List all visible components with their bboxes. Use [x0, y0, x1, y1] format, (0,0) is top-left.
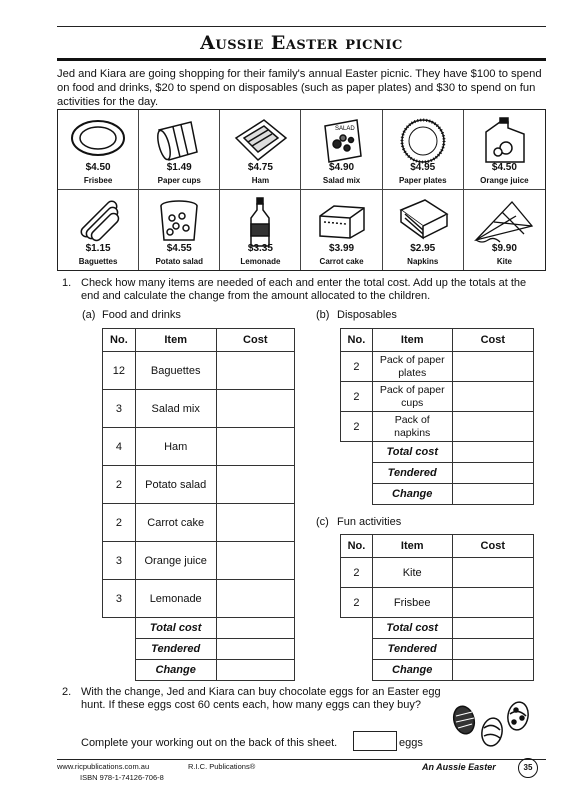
row-no: 2	[341, 412, 373, 442]
working-note: Complete your working out on the back of this sheet.	[81, 737, 338, 749]
total-cost-label: Total cost	[372, 442, 452, 463]
item-name: Paper plates	[398, 176, 447, 185]
shop-item	[301, 110, 382, 190]
item-name: Napkins	[407, 257, 439, 266]
top-rule	[57, 26, 546, 27]
col-item-header: Item	[372, 535, 452, 558]
tendered-label: Tendered	[372, 639, 452, 660]
cost-cell[interactable]	[452, 588, 533, 618]
title-rule	[57, 58, 546, 61]
lemonade-icon	[245, 196, 275, 248]
cost-cell[interactable]	[216, 542, 294, 580]
item-name: Frisbee	[83, 176, 113, 185]
row-item: Pack of napkins	[372, 412, 452, 442]
item-price: $1.15	[85, 243, 111, 254]
fun-label: Fun activities	[337, 516, 402, 528]
carrot-cake-icon	[314, 196, 370, 242]
item-price: $4.95	[410, 162, 436, 173]
food-label: Food and drinks	[102, 309, 181, 321]
col-no-header: No.	[341, 329, 373, 352]
cost-cell[interactable]	[216, 580, 294, 618]
question-2-text: With the change, Jed and Kiara can buy chocolate eggs for an Easter egg hunt. If these eggs cost 60 cents each, how many eggs can they buy?	[81, 686, 441, 711]
shop-item	[58, 190, 139, 270]
col-cost-header: Cost	[452, 535, 533, 558]
potato-salad-icon	[154, 196, 204, 246]
item-price: $3.35	[247, 243, 273, 254]
row-no: 2	[103, 504, 136, 542]
cost-cell[interactable]	[216, 428, 294, 466]
row-item: Pack of paper plates	[372, 352, 452, 382]
footer-website: www.ricpublications.com.au	[57, 762, 150, 771]
col-no-header: No.	[341, 535, 373, 558]
change-label: Change	[135, 660, 216, 681]
footer-isbn: ISBN 978-1-74126-706-8	[80, 773, 164, 782]
row-no: 3	[103, 542, 136, 580]
cost-cell[interactable]	[216, 352, 294, 390]
tendered-label: Tendered	[372, 463, 452, 484]
ham-icon	[230, 116, 290, 166]
kite-icon	[472, 196, 536, 246]
shop-item	[220, 190, 301, 270]
food-label-letter: (a)	[82, 309, 96, 321]
item-name: Paper cups	[157, 176, 201, 185]
total-cost-label: Total cost	[372, 618, 452, 639]
row-item: Kite	[372, 558, 452, 588]
shop-item	[139, 190, 220, 270]
question-1-text: Check how many items are needed of each and enter the total cost. Add up the totals at the end and calculate the change from the amount allocated to the children.	[81, 277, 527, 302]
cost-cell[interactable]	[452, 558, 533, 588]
row-no: 2	[341, 352, 373, 382]
orange-juice-icon	[476, 116, 532, 166]
row-item: Frisbee	[372, 588, 452, 618]
cost-cell[interactable]	[216, 390, 294, 428]
row-item: Baguettes	[135, 352, 216, 390]
shop-item	[58, 110, 139, 190]
question-2-number: 2.	[62, 686, 72, 698]
total-cost-label: Total cost	[135, 618, 216, 639]
total-cost-cell[interactable]	[216, 618, 294, 639]
easter-eggs-icon	[448, 692, 538, 764]
item-price: $4.50	[85, 162, 111, 173]
shop-item	[383, 190, 464, 270]
col-cost-header: Cost	[216, 329, 294, 352]
shop-item	[464, 110, 545, 190]
intro-text: Jed and Kiara are going shopping for their family's annual Easter picnic. They have $100 to spend on food and drinks, $20 to spend on disposables (such as paper plates) and $30 to spend on fun activities for the day.	[57, 68, 542, 108]
row-no: 2	[341, 382, 373, 412]
shop-grid	[57, 109, 546, 271]
row-no: 2	[341, 558, 373, 588]
page-number: 35	[518, 758, 538, 778]
row-no: 4	[103, 428, 136, 466]
row-item: Potato salad	[135, 466, 216, 504]
paper-cups-icon	[151, 116, 207, 164]
eggs-unit: eggs	[399, 737, 423, 749]
item-name: Ham	[251, 176, 270, 185]
shop-item	[301, 190, 382, 270]
row-item: Lemonade	[135, 580, 216, 618]
cost-cell[interactable]	[216, 466, 294, 504]
item-price: $2.95	[410, 243, 436, 254]
shop-item	[464, 190, 545, 270]
row-item: Orange juice	[135, 542, 216, 580]
total-cost-cell[interactable]	[452, 618, 533, 639]
row-no: 12	[103, 352, 136, 390]
tendered-label: Tendered	[135, 639, 216, 660]
cost-cell[interactable]	[452, 352, 533, 382]
change-cell[interactable]	[216, 660, 294, 681]
item-name: Potato salad	[155, 257, 204, 266]
tendered-cell[interactable]	[216, 639, 294, 660]
footer-publisher: R.I.C. Publications®	[188, 762, 256, 771]
row-no: 2	[341, 588, 373, 618]
item-name: Orange juice	[480, 176, 529, 185]
napkins-icon	[395, 196, 451, 244]
item-price: $4.50	[491, 162, 517, 173]
item-price: $4.55	[166, 243, 192, 254]
cost-cell[interactable]	[452, 382, 533, 412]
row-item: Pack of paper cups	[372, 382, 452, 412]
cost-cell[interactable]	[216, 504, 294, 542]
item-price: $9.90	[491, 243, 517, 254]
fun-label-letter: (c)	[316, 516, 329, 528]
disposables-label: Disposables	[337, 309, 397, 321]
cost-cell[interactable]	[452, 412, 533, 442]
col-item-header: Item	[372, 329, 452, 352]
row-item: Salad mix	[135, 390, 216, 428]
shop-item	[139, 110, 220, 190]
item-name: Carrot cake	[319, 257, 364, 266]
item-name: Kite	[496, 257, 512, 266]
paper-plates-icon	[398, 116, 448, 166]
item-price: $3.99	[329, 243, 355, 254]
item-name: Baguettes	[78, 257, 118, 266]
disposables-label-letter: (b)	[316, 309, 330, 321]
item-price: $1.49	[166, 162, 192, 173]
item-price: $4.75	[247, 162, 273, 173]
col-item-header: Item	[135, 329, 216, 352]
col-cost-header: Cost	[452, 329, 533, 352]
col-no-header: No.	[103, 329, 136, 352]
frisbee-icon	[68, 116, 128, 160]
svg-text:SALAD: SALAD	[334, 126, 355, 132]
total-cost-cell[interactable]	[452, 442, 533, 463]
shop-item	[383, 110, 464, 190]
row-no: 2	[103, 466, 136, 504]
page-title: Aussie Easter picnic	[200, 32, 403, 54]
tendered-cell[interactable]	[452, 463, 533, 484]
footer-book-title: An Aussie Easter	[422, 762, 496, 772]
disposables-table	[340, 328, 534, 505]
salad-mix-icon	[317, 116, 367, 166]
change-label: Change	[372, 660, 452, 681]
row-item: Carrot cake	[135, 504, 216, 542]
row-item: Ham	[135, 428, 216, 466]
eggs-answer-box[interactable]	[353, 731, 397, 751]
fun-activities-table	[340, 534, 534, 681]
item-name: Lemonade	[240, 257, 281, 266]
change-cell[interactable]	[452, 484, 533, 505]
footer-rule	[57, 759, 546, 760]
baguettes-icon	[70, 196, 126, 246]
row-no: 3	[103, 390, 136, 428]
item-price: $4.90	[329, 162, 355, 173]
change-cell[interactable]	[452, 660, 533, 681]
question-1-number: 1.	[62, 277, 72, 289]
row-no: 3	[103, 580, 136, 618]
food-table	[102, 328, 295, 681]
shop-item	[220, 110, 301, 190]
item-name: Salad mix	[322, 176, 361, 185]
tendered-cell[interactable]	[452, 639, 533, 660]
change-label: Change	[372, 484, 452, 505]
